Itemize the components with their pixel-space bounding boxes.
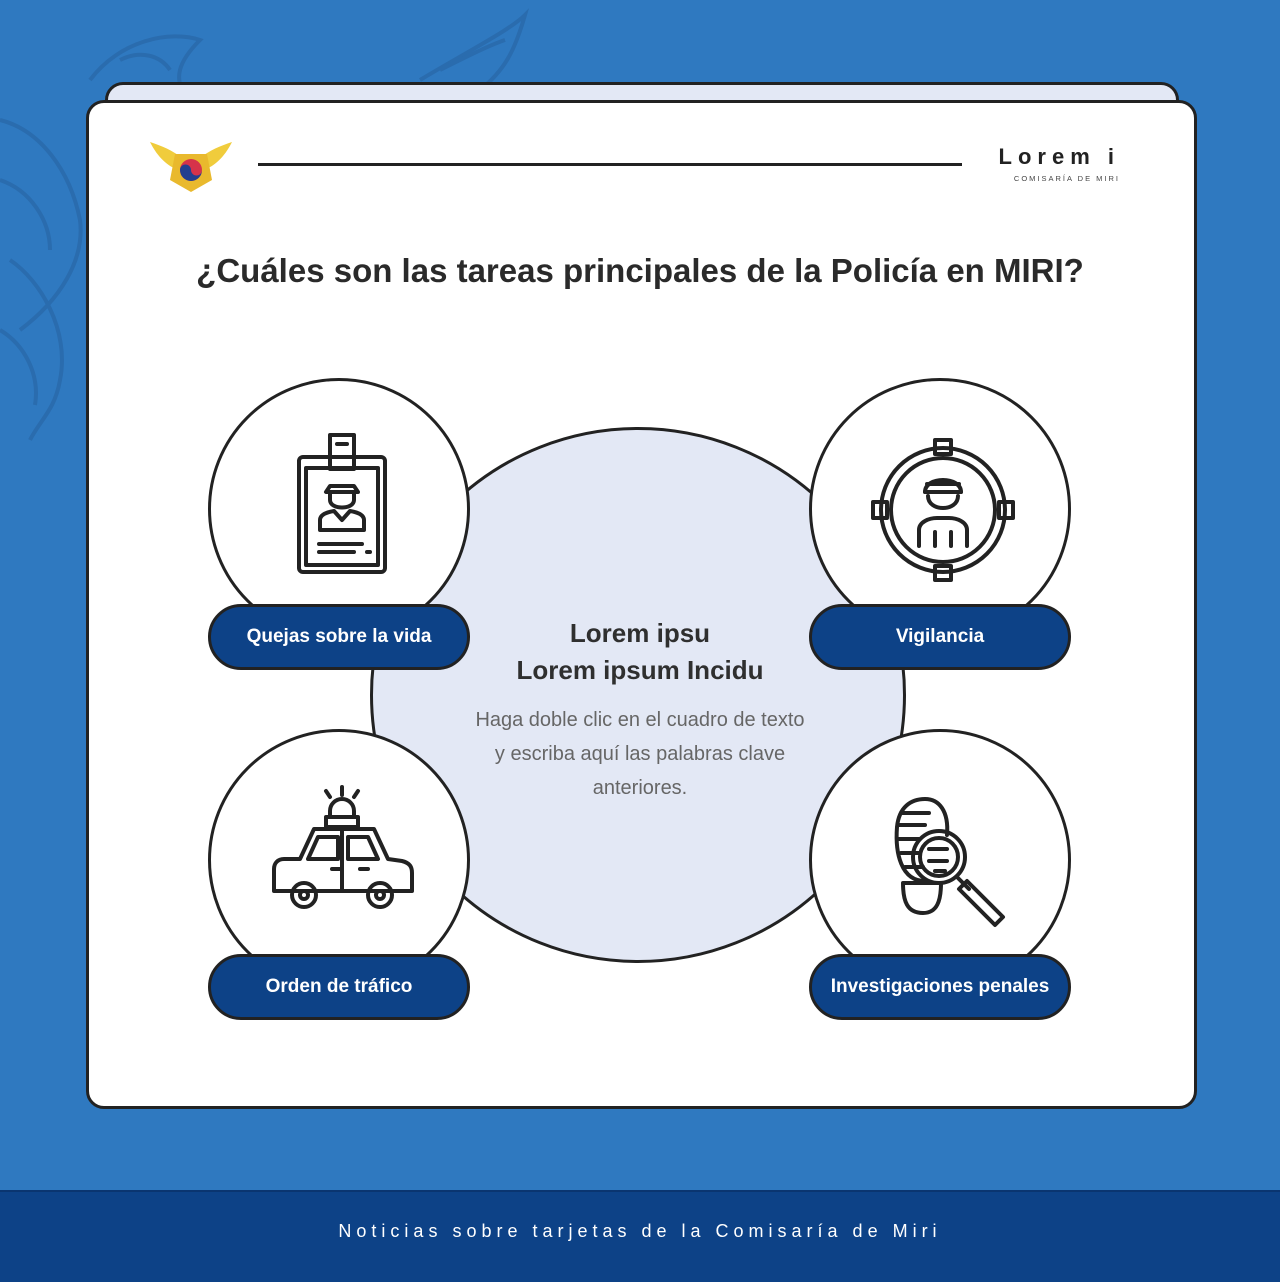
center-body-text[interactable]: Haga doble clic en el cuadro de texto y escriba aquí las palabras clave anteriores. [475, 709, 805, 799]
header-rule [258, 163, 962, 166]
task-pill-complaints[interactable]: Quejas sobre la vida [208, 604, 470, 670]
center-title [440, 615, 840, 689]
center-title-line-1: Lorem ipsu [569, 618, 711, 648]
police-emblem-icon [148, 136, 234, 194]
footprint-magnifier-icon [863, 783, 1023, 943]
task-pill-surveillance[interactable]: Vigilancia [809, 604, 1071, 670]
center-title-line-2: Lorem ipsum Incidu [516, 655, 764, 685]
task-pill-traffic[interactable]: Orden de tráfico [208, 954, 470, 1020]
page-title: ¿Cuáles son las tareas principales de la Policía en MIRI? [196, 252, 1084, 289]
task-circle-criminal [809, 729, 1071, 991]
target-suspect-icon [863, 432, 1023, 592]
task-circle-traffic [208, 729, 470, 991]
brand-title: Lorem i [998, 144, 1120, 169]
brand-subtitle: COMISARÍA DE MIRI [1013, 174, 1120, 183]
police-id-badge-icon [262, 432, 422, 592]
task-circle-surveillance [809, 378, 1071, 640]
police-car-icon [262, 783, 422, 943]
footer-text: Noticias sobre tarjetas de la Comisaría de Miri [338, 1221, 942, 1241]
task-circle-complaints [208, 378, 470, 640]
task-pill-criminal[interactable]: Investigaciones penales [809, 954, 1071, 1020]
